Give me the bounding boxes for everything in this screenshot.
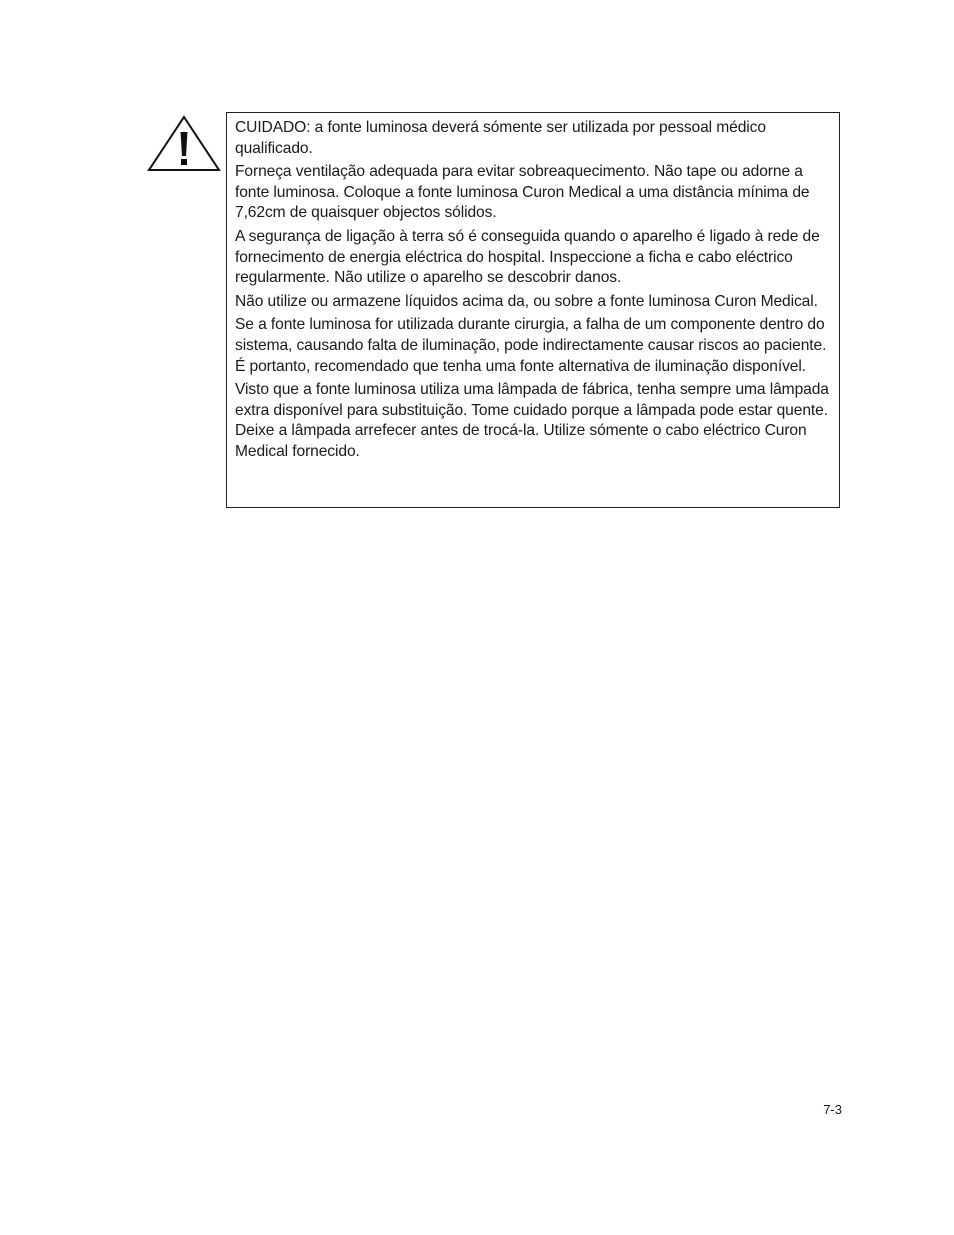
caution-paragraph-6: Visto que a fonte luminosa utiliza uma lâmpada de fábrica, tenha sempre uma lâmpada extra disponível para substituição. Tome cuidado porque a lâmpada pode estar quente. Deixe a lâmpada arrefecer antes de trocá-la. Utilize sómente o cabo eléctrico Curon Medical fornecido.	[235, 381, 829, 460]
caution-paragraph-1: CUIDADO: a fonte luminosa deverá sómente ser utilizada por pessoal médico qualificado.	[235, 119, 766, 157]
caution-paragraph-5: Se a fonte luminosa for utilizada durante cirurgia, a falha de um componente dentro do sistema, causando falta de iluminação, pode indirectamente causar riscos ao paciente. É portanto, recomendado que tenha uma fonte alternativa de iluminação disponível.	[235, 316, 827, 375]
warning-triangle-icon	[146, 114, 222, 172]
caution-paragraph-4: Não utilize ou armazene líquidos acima da, ou sobre a fonte luminosa Curon Medical.	[235, 292, 818, 310]
caution-paragraph-3: A segurança de ligação à terra só é conseguida quando o aparelho é ligado à rede de fornecimento de energia eléctrica do hospital. Inspeccione a ficha e cabo eléctrico regularmente. Não utilize o aparelho se descobrir danos.	[235, 227, 820, 287]
caution-box	[226, 112, 840, 508]
caution-paragraph-2: Forneça ventilação adequada para evitar sobreaquecimento. Não tape ou adorne a fonte luminosa. Coloque a fonte luminosa Curon Medical a uma distância mínima de 7,62cm de quaisquer objectos sólidos.	[235, 163, 810, 222]
page-number: 7-3	[823, 1102, 842, 1117]
